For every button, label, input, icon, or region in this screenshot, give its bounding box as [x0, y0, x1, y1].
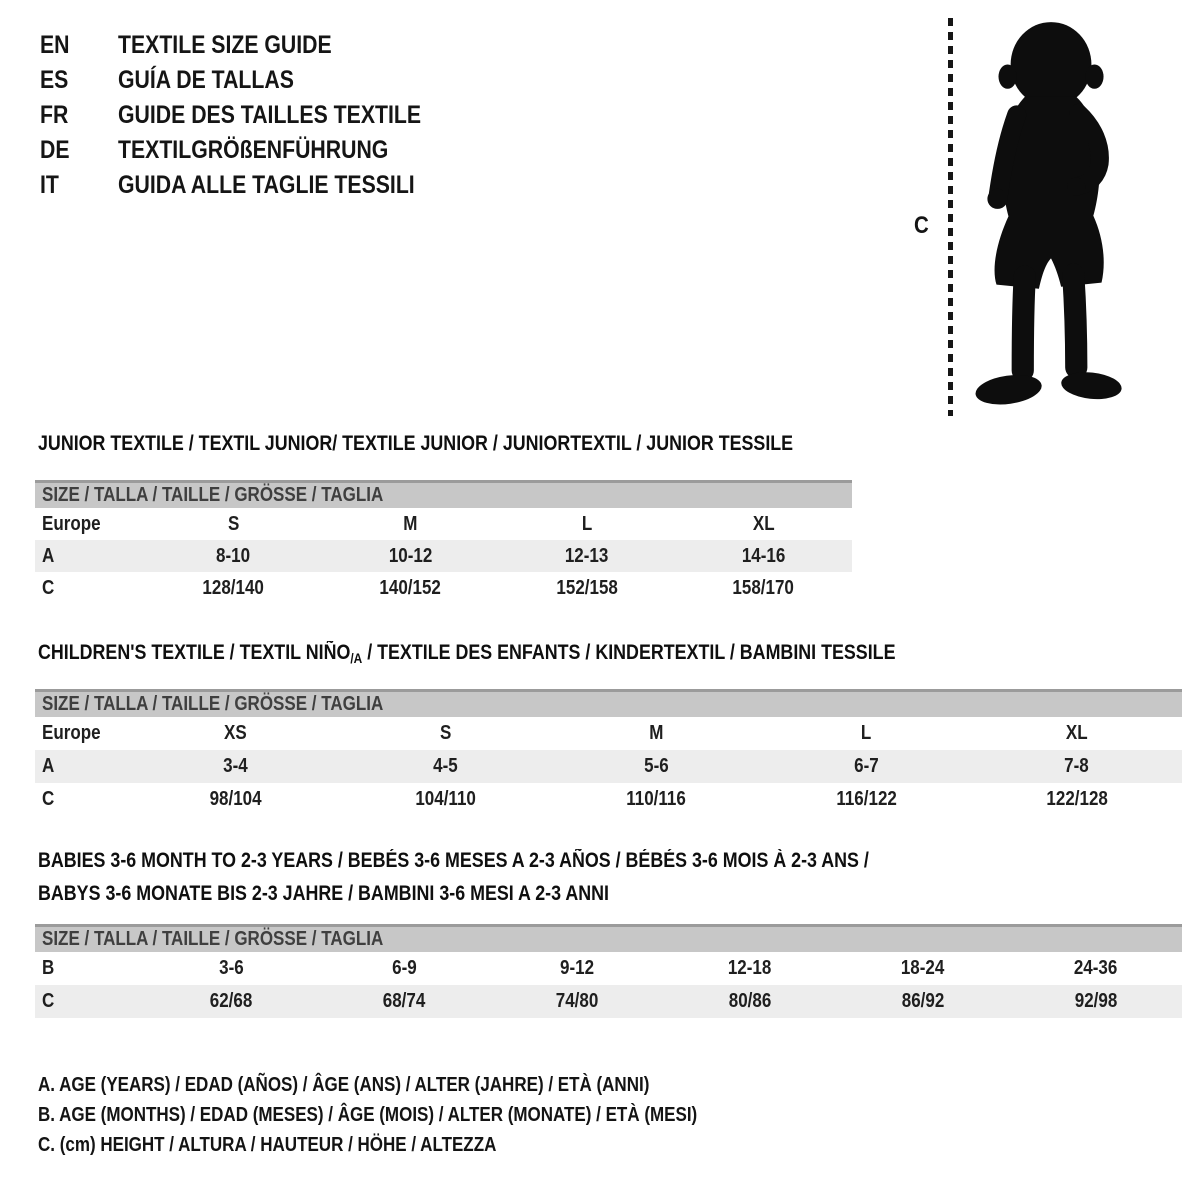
- age-cell: 14-16: [741, 544, 786, 567]
- language-label: GUIDE DES TAILLES TEXTILE: [118, 101, 422, 129]
- language-list: [40, 28, 475, 203]
- size-cell: S: [227, 512, 240, 535]
- row-label: A: [42, 544, 55, 567]
- size-cell: XL: [752, 512, 775, 535]
- age-cell: 24-36: [1073, 957, 1118, 979]
- table-row-age: [35, 540, 852, 572]
- size-cell: XL: [1065, 722, 1088, 744]
- height-cell: 110/116: [626, 788, 686, 810]
- language-row: [40, 63, 475, 98]
- row-label: C: [42, 788, 55, 810]
- height-cell: 140/152: [379, 576, 441, 599]
- babies-table-title-line2: BABYS 3-6 MONATE BIS 2-3 JAHRE / BAMBINI 3-6 MESI A 2-3 ANNI: [38, 882, 609, 905]
- toddler-silhouette-icon: [960, 14, 1136, 418]
- junior-size-table: [35, 480, 852, 604]
- age-cell: 18-24: [900, 957, 945, 979]
- language-code: ES: [40, 66, 69, 94]
- size-cell: L: [581, 512, 593, 535]
- table-row-height: [35, 572, 852, 604]
- age-cell: 8-10: [216, 544, 251, 567]
- language-code: FR: [40, 101, 69, 129]
- height-cell: 98/104: [209, 788, 262, 810]
- size-header-bar: SIZE / TALLA / TAILLE / GRÖSSE / TAGLIA: [35, 924, 1182, 952]
- age-cell: 9-12: [560, 957, 595, 979]
- age-cell: 7-8: [1064, 755, 1090, 777]
- language-label: TEXTILE SIZE GUIDE: [118, 31, 332, 59]
- age-cell: 4-5: [433, 755, 458, 777]
- age-cell: 6-9: [391, 957, 417, 979]
- junior-table-title: JUNIOR TEXTILE / TEXTIL JUNIOR/ TEXTILE JUNIOR / JUNIORTEXTIL / JUNIOR TESSILE: [38, 432, 794, 455]
- size-cell: S: [439, 722, 452, 744]
- age-cell: 10-12: [388, 544, 432, 567]
- height-cell: 116/122: [836, 788, 897, 810]
- size-header-bar: SIZE / TALLA / TAILLE / GRÖSSE / TAGLIA: [35, 689, 1182, 717]
- title-subscript: /A: [350, 650, 363, 666]
- row-label: C: [42, 990, 55, 1012]
- age-cell: 12-18: [728, 957, 772, 979]
- table-row-age-months: [35, 952, 1182, 985]
- legend-line-c: C. (cm) HEIGHT / ALTURA / HAUTEUR / HÖHE / ALTEZZA: [38, 1134, 497, 1156]
- height-cell: 62/68: [210, 990, 253, 1012]
- size-header-bar: SIZE / TALLA / TAILLE / GRÖSSE / TAGLIA: [35, 480, 852, 508]
- age-cell: 3-4: [222, 755, 248, 777]
- legend-line-b: B. AGE (MONTHS) / EDAD (MESES) / ÂGE (MOIS) / ALTER (MONATE) / ETÀ (MESI): [38, 1104, 698, 1126]
- language-row: [40, 28, 475, 63]
- age-cell: 6-7: [854, 755, 879, 777]
- children-size-table: [35, 689, 1182, 816]
- size-cell: M: [403, 512, 418, 535]
- table-row-europe: [35, 717, 1182, 750]
- age-cell: 12-13: [565, 544, 609, 567]
- row-label: Europe: [42, 722, 101, 744]
- height-cell: 86/92: [901, 990, 945, 1012]
- legend-line-a: A. AGE (YEARS) / EDAD (AÑOS) / ÂGE (ANS) / ALTER (JAHRE) / ETÀ (ANNI): [38, 1074, 650, 1096]
- size-cell: L: [861, 722, 872, 744]
- table-row-height: [35, 985, 1182, 1018]
- row-label: B: [42, 957, 55, 979]
- height-cell: 152/158: [556, 576, 618, 599]
- children-table-title: CHILDREN'S TEXTILE / TEXTIL $NIÑO_{/A}$ / TEXTILE DES ENFANTS / KINDERTEXTIL / BAMBINI TESSILE: [38, 641, 896, 666]
- language-row: [40, 133, 475, 168]
- legend: [38, 1070, 814, 1160]
- size-cell: M: [648, 722, 664, 744]
- row-label: A: [42, 755, 55, 777]
- height-cell: 128/140: [202, 576, 265, 599]
- language-code: DE: [40, 136, 70, 164]
- language-label: TEXTILGRÖßENFÜHRUNG: [118, 136, 389, 164]
- height-cell: 68/74: [382, 990, 426, 1012]
- height-cell: 122/128: [1046, 788, 1108, 810]
- size-cell: XS: [223, 722, 247, 744]
- babies-size-table: [35, 924, 1182, 1018]
- height-cell: 74/80: [555, 990, 599, 1012]
- language-label: GUÍA DE TALLAS: [118, 66, 294, 94]
- height-measure-dashed-line: [948, 18, 953, 416]
- language-code: EN: [40, 31, 70, 59]
- language-row: [40, 98, 475, 133]
- table-row-age: [35, 750, 1182, 783]
- row-label: Europe: [42, 512, 101, 535]
- height-cell: 80/86: [728, 990, 772, 1012]
- height-cell: 158/170: [732, 576, 795, 599]
- age-cell: 3-6: [219, 957, 244, 979]
- measure-label-c: C: [914, 212, 929, 239]
- age-cell: 5-6: [643, 755, 669, 777]
- language-code: IT: [40, 171, 59, 199]
- language-label: GUIDA ALLE TAGLIE TESSILI: [118, 171, 415, 199]
- height-cell: 92/98: [1074, 990, 1117, 1012]
- height-cell: 104/110: [415, 788, 476, 810]
- table-row-height: [35, 783, 1182, 816]
- language-row: [40, 168, 475, 203]
- table-row-europe: [35, 508, 852, 540]
- row-label: C: [42, 576, 55, 599]
- babies-table-title-line1: BABIES 3-6 MONTH TO 2-3 YEARS / BEBÉS 3-6 MESES A 2-3 AÑOS / BÉBÉS 3-6 MOIS À 2-3 ANS /: [38, 849, 869, 872]
